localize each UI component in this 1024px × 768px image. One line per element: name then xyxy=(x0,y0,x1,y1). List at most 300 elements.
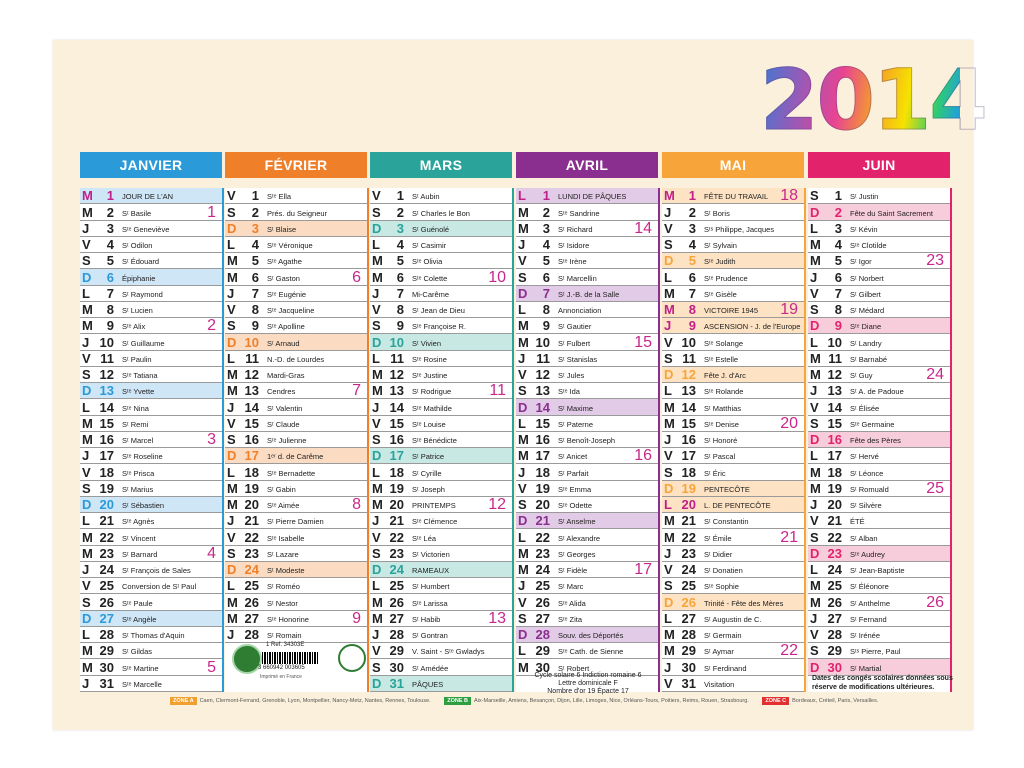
month-header: MAI xyxy=(662,152,804,178)
day-number: 20 xyxy=(827,497,842,512)
day-row xyxy=(662,351,804,367)
cycle-info xyxy=(518,672,658,696)
day-letter: S xyxy=(810,643,819,659)
day-number: 23 xyxy=(389,545,404,561)
day-number: 19 xyxy=(244,480,259,496)
saint-name: Sᵗᵉ Prisca xyxy=(122,468,155,478)
day-number: 28 xyxy=(244,627,259,642)
day-number: 15 xyxy=(827,415,842,431)
day-number: 25 xyxy=(99,578,114,594)
day-row xyxy=(80,676,222,692)
day-number: 3 xyxy=(688,220,696,236)
day-letter: V xyxy=(372,529,381,545)
day-row xyxy=(225,367,367,383)
day-number: 22 xyxy=(244,529,259,545)
month-days xyxy=(225,188,369,692)
day-letter: M xyxy=(82,659,93,675)
saint-name: Sᵗᵉ Rosine xyxy=(412,354,447,364)
day-letter: V xyxy=(664,334,673,350)
day-letter: M xyxy=(664,513,675,529)
saint-name: Sᵗ Gontran xyxy=(412,631,448,640)
day-number: 17 xyxy=(389,448,404,464)
day-letter: V xyxy=(664,220,673,236)
day-row xyxy=(370,611,512,627)
day-letter: D xyxy=(664,594,674,610)
day-letter: M xyxy=(518,448,529,464)
day-letter: S xyxy=(518,383,527,399)
saint-name: Sᵗ Jules xyxy=(558,371,585,380)
day-number: 19 xyxy=(827,480,842,496)
day-number: 20 xyxy=(99,497,114,512)
saint-name: Sᵗ Raymond xyxy=(122,289,163,299)
day-number: 11 xyxy=(100,350,114,366)
saint-name: Sᵗ Didier xyxy=(704,549,733,559)
day-row xyxy=(370,659,512,675)
day-row xyxy=(370,416,512,432)
week-number: 14 xyxy=(634,219,652,237)
saint-name: Sᵗ Gautier xyxy=(558,322,592,332)
day-row xyxy=(808,627,950,643)
day-letter: S xyxy=(82,367,91,382)
saint-name: Sᵗ Pierre Damien xyxy=(267,517,324,527)
saint-name: Sᵗ Vincent xyxy=(122,533,156,543)
day-letter: M xyxy=(664,529,675,545)
day-number: 11 xyxy=(390,350,404,366)
day-row xyxy=(80,529,222,545)
saint-name: Sᵗᵉ Cath. de Sienne xyxy=(558,647,624,657)
day-row xyxy=(808,302,950,318)
day-row xyxy=(80,367,222,383)
day-number: 16 xyxy=(389,432,404,447)
day-letter: J xyxy=(372,627,380,642)
day-row xyxy=(808,562,950,578)
day-letter: M xyxy=(82,188,93,204)
day-row xyxy=(516,594,658,610)
day-letter: M xyxy=(664,188,675,204)
day-letter: J xyxy=(82,562,90,577)
day-number: 7 xyxy=(396,285,404,301)
saint-name: Sᵗᵉ Diane xyxy=(850,322,882,332)
day-row xyxy=(225,399,367,415)
month-days xyxy=(516,188,660,692)
day-number: 29 xyxy=(389,643,404,659)
day-row xyxy=(225,562,367,578)
day-letter: V xyxy=(810,627,819,642)
day-letter: S xyxy=(518,497,527,512)
month-days xyxy=(662,188,806,692)
day-number: 25 xyxy=(827,578,842,594)
day-number: 2 xyxy=(834,204,842,220)
day-letter: D xyxy=(518,627,528,642)
day-number: 7 xyxy=(106,285,114,301)
day-letter: D xyxy=(518,285,528,301)
saint-name: Sᵗᵉ Sandrine xyxy=(558,208,600,218)
saint-name: Sᵗ Barnard xyxy=(122,549,158,559)
day-row xyxy=(662,464,804,480)
day-letter: D xyxy=(227,448,237,464)
cycle-line-2: Lettre dominicale F xyxy=(558,680,618,687)
day-row xyxy=(225,286,367,302)
week-number: 21 xyxy=(780,528,798,546)
saint-name: Sᵗ Guillaume xyxy=(122,338,165,348)
day-number: 25 xyxy=(389,578,404,594)
day-number: 14 xyxy=(244,399,259,415)
month-days xyxy=(808,188,952,692)
saint-name: Sᵗ Isidore xyxy=(558,241,590,250)
day-row xyxy=(662,481,804,497)
day-number: 3 xyxy=(251,220,259,236)
zone-c-badge: ZONE C xyxy=(762,697,789,705)
saint-name: Sᵗᵉ Martine xyxy=(122,663,159,673)
week-number: 24 xyxy=(926,366,944,383)
day-row xyxy=(225,546,367,562)
saint-name: Sᵗ Alexandre xyxy=(558,533,601,543)
day-number: 26 xyxy=(389,594,404,610)
day-number: 23 xyxy=(827,545,842,561)
day-number: 2 xyxy=(396,204,404,220)
day-row xyxy=(225,221,367,237)
day-row xyxy=(80,481,222,497)
day-number: 26 xyxy=(827,594,842,610)
day-row xyxy=(370,334,512,350)
day-row xyxy=(80,286,222,302)
saint-name: PÂQUES xyxy=(412,679,444,689)
day-letter: M xyxy=(664,415,675,431)
day-row xyxy=(80,546,222,562)
saint-name: Sᵗᵉ Colette xyxy=(412,273,448,283)
day-row xyxy=(370,253,512,269)
day-row xyxy=(808,594,950,610)
saint-name: Sᵗ Remi xyxy=(122,419,149,429)
day-letter: M xyxy=(82,643,93,659)
day-letter: V xyxy=(518,367,527,382)
day-number: 28 xyxy=(99,627,114,642)
saint-name: Sᵗ Humbert xyxy=(412,582,450,592)
saint-name: Sᵗ Aubin xyxy=(412,192,440,202)
saint-name: Sᵗ Valentin xyxy=(267,403,303,413)
week-number: 9 xyxy=(352,609,361,627)
saint-name: Sᵗ Lucien xyxy=(122,306,153,315)
day-number: 21 xyxy=(681,513,696,529)
day-number: 5 xyxy=(396,253,404,269)
day-row xyxy=(80,334,222,350)
day-number: 29 xyxy=(681,643,696,659)
day-number: 1 xyxy=(688,188,696,204)
saint-name: Sᵗ François de Sales xyxy=(122,566,191,575)
day-row xyxy=(225,204,367,220)
day-number: 3 xyxy=(834,220,842,236)
saint-name: Sᵗ A. de Padoue xyxy=(850,387,904,397)
saint-name: Fête du Saint Sacrement xyxy=(850,208,933,218)
day-row xyxy=(662,676,804,692)
saint-name: Sᵗ Victorien xyxy=(412,549,450,559)
day-letter: J xyxy=(227,399,235,415)
saint-name: Sᵗᵉ Larissa xyxy=(412,598,448,608)
day-row xyxy=(516,351,658,367)
day-number: 9 xyxy=(542,318,550,334)
day-number: 24 xyxy=(244,562,259,577)
day-letter: S xyxy=(810,415,819,431)
day-number: 5 xyxy=(688,253,696,269)
day-letter: M xyxy=(810,464,821,480)
day-row xyxy=(225,464,367,480)
day-number: 15 xyxy=(681,415,696,431)
day-number: 4 xyxy=(251,237,259,252)
week-number: 18 xyxy=(780,187,798,205)
day-number: 28 xyxy=(389,627,404,642)
day-number: 15 xyxy=(535,415,550,431)
day-letter: L xyxy=(82,399,90,415)
saint-name: Sᵗ Fidèle xyxy=(558,566,588,575)
day-row xyxy=(225,513,367,529)
day-number: 22 xyxy=(99,529,114,545)
day-row xyxy=(516,611,658,627)
day-number: 10 xyxy=(389,334,404,350)
week-number: 4 xyxy=(207,544,216,562)
week-number: 17 xyxy=(634,561,652,578)
saint-name: Sᵗᵉ Eugénie xyxy=(267,289,307,299)
saint-name: Sᵗ Robert xyxy=(558,663,590,673)
day-letter: M xyxy=(664,627,675,642)
saint-name: LUNDI DE PÂQUES xyxy=(558,192,627,202)
day-number: 23 xyxy=(681,545,696,561)
day-row xyxy=(516,334,658,350)
saint-name: ASCENSION - J. de l'Europe xyxy=(704,322,801,332)
day-letter: M xyxy=(227,594,238,610)
day-number: 6 xyxy=(396,269,404,285)
saint-name: VICTOIRE 1945 xyxy=(704,306,759,315)
day-number: 4 xyxy=(834,237,842,252)
day-row xyxy=(225,383,367,399)
saint-name: Sᵗ Habib xyxy=(412,614,441,624)
day-letter: J xyxy=(518,578,526,594)
week-number: 5 xyxy=(207,658,216,676)
saint-name: Sᵗ Patrice xyxy=(412,452,445,462)
saint-name: Sᵗᵉ Ida xyxy=(558,387,580,397)
day-letter: L xyxy=(518,643,526,659)
saint-name: Sᵗ Silvère xyxy=(850,501,882,510)
saint-name: Sᵗᵉ Olivia xyxy=(412,257,443,267)
saint-name: Sᵗᵉ Agnès xyxy=(122,517,155,527)
day-letter: V xyxy=(372,302,381,317)
day-row xyxy=(370,367,512,383)
day-number: 6 xyxy=(542,269,550,285)
saint-name: Sᵗᵉ Marcelle xyxy=(122,679,162,689)
day-row xyxy=(370,562,512,578)
day-row xyxy=(662,432,804,448)
saint-name: Sᵗᵉ Clémence xyxy=(412,517,458,527)
saint-name: Sᵗ Gaston xyxy=(267,273,300,283)
day-number: 17 xyxy=(681,448,696,464)
day-number: 11 xyxy=(245,350,259,366)
day-letter: M xyxy=(82,529,93,545)
day-letter: S xyxy=(82,253,91,269)
day-number: 11 xyxy=(682,350,696,366)
day-letter: D xyxy=(82,497,92,512)
day-number: 16 xyxy=(681,432,696,447)
day-number: 27 xyxy=(535,610,550,626)
day-row xyxy=(516,302,658,318)
saint-name: 1ᵉʳ d. de Carême xyxy=(267,452,324,462)
day-row xyxy=(225,432,367,448)
day-letter: V xyxy=(227,415,236,431)
day-row xyxy=(80,204,222,220)
day-row xyxy=(808,204,950,220)
day-row xyxy=(662,302,804,318)
day-number: 30 xyxy=(99,659,114,675)
day-number: 8 xyxy=(688,302,696,317)
day-row xyxy=(662,204,804,220)
saint-name: Sᵗ Ferdinand xyxy=(704,663,747,673)
day-number: 30 xyxy=(681,659,696,675)
day-row xyxy=(662,318,804,334)
saint-name: Sᵗ Joseph xyxy=(412,484,445,494)
day-row xyxy=(808,269,950,285)
day-number: 11 xyxy=(828,350,842,366)
saint-name: JOUR DE L'AN xyxy=(122,192,174,202)
day-number: 12 xyxy=(389,367,404,382)
saint-name: Cendres xyxy=(267,387,296,397)
week-number: 10 xyxy=(488,268,506,286)
day-row xyxy=(808,367,950,383)
saint-name: Sᵗ Fernand xyxy=(850,614,887,624)
zones-footer xyxy=(170,697,970,709)
saint-name: Sᵗᵉ Bénédicte xyxy=(412,436,457,445)
day-row xyxy=(516,448,658,464)
day-letter: S xyxy=(664,350,673,366)
saint-name: Sᵗ Rodrigue xyxy=(412,387,452,397)
day-letter: M xyxy=(372,480,383,496)
day-letter: D xyxy=(664,480,674,496)
day-row xyxy=(370,302,512,318)
day-number: 21 xyxy=(535,513,550,529)
saint-name: Trinité - Fête des Mères xyxy=(704,598,784,608)
saint-name: Sᵗ Fulbert xyxy=(558,338,591,348)
saint-name: Sᵗ Roméo xyxy=(267,582,300,592)
day-row xyxy=(225,481,367,497)
day-row xyxy=(225,188,367,204)
day-letter: M xyxy=(227,480,238,496)
day-row xyxy=(808,334,950,350)
saint-name: FÊTE DU TRAVAIL xyxy=(704,192,769,202)
day-row xyxy=(225,302,367,318)
day-row xyxy=(662,399,804,415)
saint-name: Sᵗ Blaise xyxy=(267,224,297,234)
saint-name: Prés. du Seigneur xyxy=(267,208,328,218)
day-row xyxy=(80,432,222,448)
day-row xyxy=(80,659,222,675)
day-number: 10 xyxy=(535,334,550,350)
month-column xyxy=(516,152,658,675)
saint-name: Sᵗᵉ Solange xyxy=(704,338,744,348)
day-letter: D xyxy=(664,367,674,382)
day-letter: V xyxy=(664,675,673,691)
saint-name: Sᵗ Anicet xyxy=(558,452,588,462)
day-row xyxy=(80,643,222,659)
month-header: AVRIL xyxy=(516,152,658,178)
day-number: 14 xyxy=(535,399,550,415)
day-letter: J xyxy=(518,464,526,480)
day-number: 6 xyxy=(251,269,259,285)
saint-name: Sᵗᵉ Gisèle xyxy=(704,289,737,299)
saint-name: Sᵗ Boris xyxy=(704,208,730,218)
day-letter: D xyxy=(227,220,237,236)
saint-name: Sᵗᵉ Apolline xyxy=(267,322,305,332)
day-number: 27 xyxy=(244,610,259,626)
day-row xyxy=(808,188,950,204)
day-row xyxy=(516,367,658,383)
day-row xyxy=(808,318,950,334)
day-letter: L xyxy=(82,285,90,301)
day-letter: D xyxy=(372,220,382,236)
saint-name: Sᵗ Pascal xyxy=(704,452,736,462)
day-number: 22 xyxy=(389,529,404,545)
day-letter: M xyxy=(810,237,821,252)
saint-name: Sᵗᵉ Roseline xyxy=(122,452,163,462)
saint-name: Sᵗ Guénolé xyxy=(412,224,450,234)
day-number: 29 xyxy=(535,643,550,659)
saint-name: Sᵗᵉ Judith xyxy=(704,257,736,267)
day-number: 25 xyxy=(681,578,696,594)
day-row xyxy=(80,302,222,318)
day-letter: J xyxy=(810,610,818,626)
week-number: 11 xyxy=(489,382,506,400)
day-letter: M xyxy=(82,432,93,447)
day-number: 1 xyxy=(542,188,550,204)
day-letter: M xyxy=(372,594,383,610)
day-letter: J xyxy=(518,237,526,252)
day-row xyxy=(370,432,512,448)
day-letter: V xyxy=(227,302,236,317)
day-letter: S xyxy=(664,464,673,480)
day-letter: D xyxy=(372,675,382,691)
day-number: 12 xyxy=(244,367,259,382)
saint-name: Souv. des Déportés xyxy=(558,631,624,640)
day-number: 12 xyxy=(99,367,114,382)
saint-name: Sᵗᵉ Rolande xyxy=(704,387,744,397)
day-letter: L xyxy=(227,237,235,252)
saint-name: L. DE PENTECÔTE xyxy=(704,501,771,510)
saint-name: Sᵗ Léonce xyxy=(850,468,884,478)
day-row xyxy=(516,286,658,302)
day-letter: L xyxy=(810,562,818,577)
day-row xyxy=(370,399,512,415)
day-letter: S xyxy=(372,318,381,334)
day-number: 19 xyxy=(99,480,114,496)
day-row xyxy=(80,513,222,529)
month-header: JUIN xyxy=(808,152,950,178)
day-row xyxy=(370,578,512,594)
day-row xyxy=(808,351,950,367)
day-letter: S xyxy=(810,529,819,545)
day-number: 3 xyxy=(106,220,114,236)
day-letter: L xyxy=(810,448,818,464)
day-letter: M xyxy=(82,318,93,334)
day-number: 7 xyxy=(251,285,259,301)
day-number: 20 xyxy=(244,497,259,512)
saint-name: Sᵗ Jean de Dieu xyxy=(412,306,465,315)
day-number: 8 xyxy=(542,302,550,317)
week-number: 22 xyxy=(780,642,798,660)
day-letter: M xyxy=(810,367,821,382)
day-letter: V xyxy=(664,562,673,577)
saint-name: Sᵗᵉ Honorine xyxy=(267,614,309,624)
day-row xyxy=(662,253,804,269)
day-row xyxy=(80,497,222,513)
day-row xyxy=(370,448,512,464)
day-row xyxy=(370,497,512,513)
day-row xyxy=(516,318,658,334)
